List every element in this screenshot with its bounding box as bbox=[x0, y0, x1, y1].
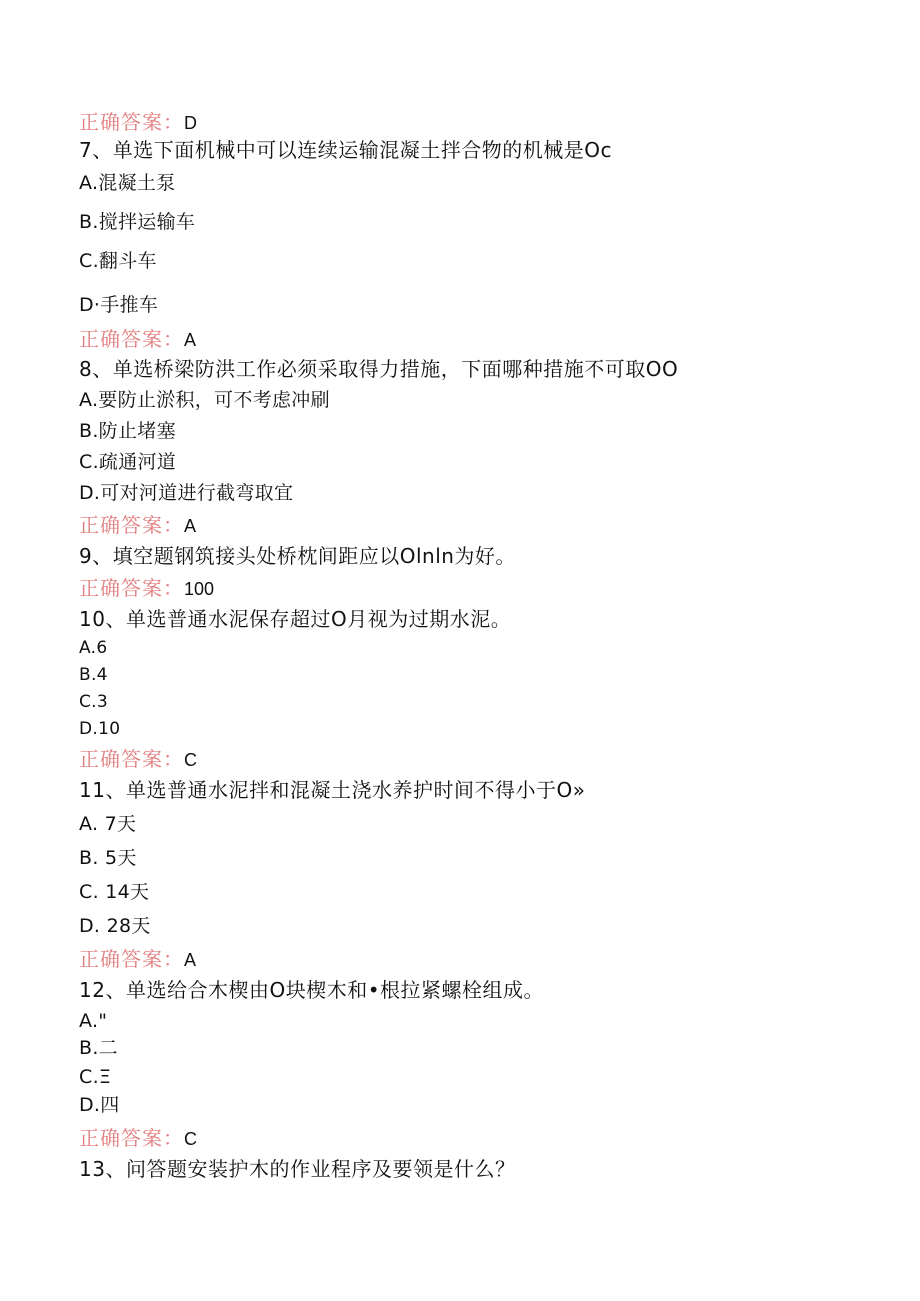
question-text: 11、单选普通水泥拌和混凝土浇水养护时间不得小于O» bbox=[79, 778, 586, 802]
option-a: A. 7天 bbox=[79, 813, 137, 835]
question-text: 12、单选给合木楔由O块楔木和•根拉紧螺栓组成。 bbox=[79, 978, 544, 1002]
option-a: A.要防止淤积，可不考虑冲刷 bbox=[79, 389, 330, 411]
answer-label: 正确答案： bbox=[79, 747, 184, 771]
option-b: B.搅拌运输车 bbox=[79, 211, 196, 233]
question-text: 9、填空题钢筑接头处桥枕间距应以Olnln为好。 bbox=[79, 544, 516, 568]
answer-line bbox=[79, 949, 196, 969]
question-text: 8、单选桥梁防洪工作必须采取得力措施，下面哪种措施不可取OO bbox=[79, 357, 679, 381]
option-a: A.混凝土泵 bbox=[79, 172, 176, 194]
answer-line bbox=[79, 112, 197, 132]
option-b: B.二 bbox=[79, 1037, 118, 1059]
option-d: D.四 bbox=[79, 1094, 120, 1116]
option-c: C. 14天 bbox=[79, 881, 150, 903]
option-d: D. 28天 bbox=[79, 915, 151, 937]
option-d: D.10 bbox=[79, 719, 121, 739]
answer-line bbox=[79, 749, 197, 769]
question-text: 10、单选普通水泥保存超过O月视为过期水泥。 bbox=[79, 607, 512, 631]
answer-value: 100 bbox=[184, 579, 215, 599]
option-c: C.翻斗车 bbox=[79, 250, 157, 272]
option-d: D.可对河道进行截弯取宜 bbox=[79, 482, 294, 504]
answer-value: A bbox=[184, 516, 197, 536]
option-b: B.防止堵塞 bbox=[79, 420, 176, 442]
option-b: B. 5天 bbox=[79, 847, 137, 869]
option-d: D·手推车 bbox=[79, 294, 159, 316]
answer-value: C bbox=[184, 750, 197, 770]
option-c: C.疏通河道 bbox=[79, 451, 177, 473]
answer-line bbox=[79, 578, 214, 598]
option-a: A." bbox=[79, 1010, 108, 1032]
option-b: B.4 bbox=[79, 665, 108, 685]
question-text: 7、单选下面机械中可以连续运输混凝土拌合物的机械是Oc bbox=[79, 138, 612, 162]
answer-line bbox=[79, 1128, 197, 1148]
answer-line bbox=[79, 329, 196, 349]
answer-label: 正确答案： bbox=[79, 576, 184, 600]
option-a: A.6 bbox=[79, 638, 108, 658]
answer-label: 正确答案： bbox=[79, 1126, 184, 1150]
answer-value: A bbox=[184, 330, 197, 350]
answer-value: D bbox=[184, 113, 197, 133]
answer-value: C bbox=[184, 1129, 197, 1149]
option-c: C.3 bbox=[79, 692, 108, 712]
answer-label: 正确答案： bbox=[79, 110, 184, 134]
answer-label: 正确答案： bbox=[79, 947, 184, 971]
question-text: 13、问答题安装护木的作业程序及要领是什么？ bbox=[79, 1157, 516, 1181]
answer-label: 正确答案： bbox=[79, 513, 184, 537]
answer-label: 正确答案： bbox=[79, 327, 184, 351]
answer-value: A bbox=[184, 950, 197, 970]
answer-line bbox=[79, 515, 196, 535]
option-c: C.Ξ bbox=[79, 1066, 112, 1088]
